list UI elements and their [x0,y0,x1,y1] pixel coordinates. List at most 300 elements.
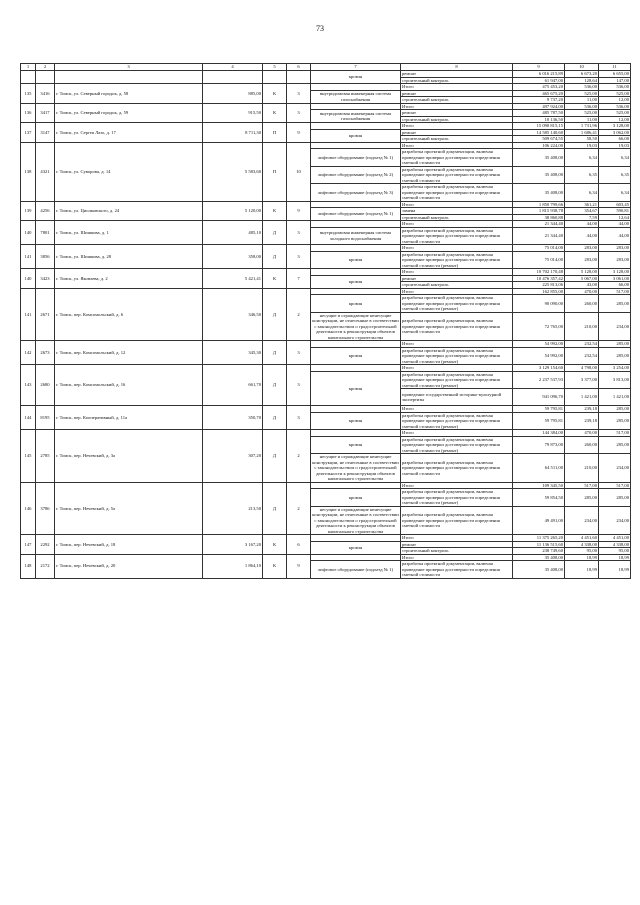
address-cell: г. Томск, пер. Нечевский, д. 3а [55,430,203,483]
unit-cost-cell: 210,00 [565,454,599,483]
work-kind-cell: ремонт [401,110,513,117]
area-cell: 213,50 [203,482,263,535]
unit-cost-cell: 18,99 [565,561,599,579]
limit-cost-cell: 6,34 [599,149,631,167]
limit-cost-cell: 12,00 [599,97,631,104]
area-cell: 346,50 [203,288,263,341]
limit-cost-cell: 536,00 [599,103,631,110]
cost-cell: 15 090 815,15 [513,123,565,130]
work-kind-cell: разработка проектной документации, включая проведение проверки достоверности определения сметной стоимости (ремонт) [401,251,513,269]
floors-cell [287,71,311,84]
unit-cost-cell: 525,00 [565,90,599,97]
limit-cost-cell: 3 813,00 [599,371,631,389]
house-id-cell: 3423 [36,269,55,289]
cost-cell: 162 855,00 [513,288,565,295]
cost-cell: 11 136 515,60 [513,541,565,548]
unit-cost-cell: 232,54 [565,341,599,348]
limit-cost-cell: 4 451,00 [599,535,631,542]
limit-cost-cell: 517,00 [599,430,631,437]
work-type-cell: кровля [311,541,401,554]
unit-cost-cell: 58,50 [565,136,599,143]
house-id-cell: 3416 [36,84,55,104]
unit-cost-cell: 4 338,00 [565,541,599,548]
work-kind-cell: Итого [401,269,513,276]
cost-cell: 90 090,00 [513,295,565,313]
house-id-cell: 8195 [36,406,55,430]
limit-cost-cell: 66,00 [599,136,631,143]
house-id-cell: 3856 [36,245,55,269]
work-kind-cell: строительный контроль [401,214,513,221]
work-type-cell: внутридомовая инженерная система газоснабжения [311,90,401,103]
unit-cost-cell: 470,00 [565,288,599,295]
row-number-cell: 136 [21,103,36,123]
floors-cell: 3 [287,221,311,245]
unit-cost-cell: 517,00 [565,482,599,489]
row-number-cell: 141 [21,288,36,341]
area-cell: 485,10 [203,221,263,245]
type-cell: К [263,201,287,221]
unit-cost-cell: 6,35 [565,166,599,184]
area-cell: 885,00 [203,84,263,104]
cost-cell: 72 765,00 [513,312,565,341]
floors-cell: 2 [287,430,311,483]
work-kind-cell: Итого [401,365,513,372]
house-id-cell: 2673 [36,341,55,365]
work-type-cell: лифтовое оборудование (подъезд № 2) [311,166,401,184]
floors-cell: 3 [287,365,311,406]
limit-cost-cell: 95,00 [599,548,631,555]
limit-cost-cell: 285,00 [599,406,631,413]
unit-cost-cell: 18,99 [565,554,599,561]
limit-cost-cell: 283,00 [599,251,631,269]
work-type-cell: кровля [311,295,401,313]
column-number: 9 [513,64,565,71]
cost-cell: 106 224,00 [513,142,565,149]
limit-cost-cell: 6,34 [599,184,631,202]
limit-cost-cell: 3 254,00 [599,365,631,372]
floors-cell: 9 [287,554,311,578]
work-kind-cell: Итого [401,103,513,110]
work-kind-cell: Итого [401,288,513,295]
row-number-cell: 148 [21,554,36,578]
floors-cell: 3 [287,406,311,430]
area-cell: 5 120,00 [203,201,263,221]
row-number-cell: 139 [21,201,36,221]
cost-cell: 75 014,00 [513,251,565,269]
floors-cell: 7 [287,269,311,289]
limit-cost-cell: 3 128,00 [599,269,631,276]
floors-cell: 6 [287,535,311,555]
cost-cell: 1 815 938,78 [513,208,565,215]
unit-cost-cell: 354,67 [565,208,599,215]
work-kind-cell: Итого [401,84,513,91]
address-cell [55,71,203,84]
cost-cell: 49 491,00 [513,506,565,535]
address-cell: г. Томск, ул. Сергея Лазо, д. 17 [55,123,203,143]
cost-cell: 485 787,50 [513,110,565,117]
work-type-cell: кровля [311,251,401,269]
house-id-cell: 4256 [36,201,55,221]
unit-cost-cell: 525,00 [565,110,599,117]
unit-cost-cell: 232,54 [565,347,599,365]
limit-cost-cell: 285,00 [599,489,631,507]
address-cell: г. Томск, пер. Комсомольский, д. 12 [55,341,203,365]
floors-cell: 3 [287,103,311,123]
limit-cost-cell: 3 061,00 [599,275,631,282]
area-cell: 345,30 [203,341,263,365]
type-cell: Д [263,430,287,483]
work-kind-cell: Итого [401,245,513,252]
area-cell: 5 583,60 [203,142,263,201]
work-type-cell: внутридомовая инженерная система холодного водоснабжения [311,227,401,245]
work-kind-cell: Итого [401,535,513,542]
work-kind-cell: строительный контроль [401,97,513,104]
limit-cost-cell: 6,35 [599,166,631,184]
unit-cost-cell: 44,00 [565,221,599,228]
cost-cell: 109 345,50 [513,482,565,489]
address-cell: г. Томск, пер. Нечевский, д. 20 [55,554,203,578]
limit-cost-cell: 66,00 [599,282,631,289]
unit-cost-cell: 5 128,00 [565,269,599,276]
house-id-cell: 3147 [36,123,55,143]
cost-cell: 475 453,20 [513,84,565,91]
work-kind-cell: Итого [401,430,513,437]
type-cell: Д [263,365,287,406]
work-kind-cell: Итого [401,142,513,149]
unit-cost-cell: 19,03 [565,142,599,149]
column-number: 1 [21,64,36,71]
cost-cell: 75 014,00 [513,245,565,252]
unit-cost-cell: 260,00 [565,436,599,454]
column-number: 5 [263,64,287,71]
work-kind-cell: строительный контроль [401,116,513,123]
area-cell [203,71,263,84]
type-cell: П [263,123,287,143]
limit-cost-cell: 3 062,00 [599,129,631,136]
type-cell: Д [263,288,287,341]
unit-cost-cell: 6,34 [565,184,599,202]
area-cell: 5 421,41 [203,269,263,289]
type-cell: К [263,84,287,104]
cost-cell: 465 675,20 [513,90,565,97]
row-number-cell [21,71,36,84]
cost-cell: 59 795,81 [513,412,565,430]
floors-cell: 3 [287,245,311,269]
column-number: 6 [287,64,311,71]
work-kind-cell: ремонт [401,71,513,78]
unit-cost-cell: 43,00 [565,282,599,289]
column-number: 10 [565,64,599,71]
type-cell: К [263,103,287,123]
cost-cell: 79 873,00 [513,436,565,454]
work-kind-cell: ремонт [401,90,513,97]
unit-cost-cell: 239,18 [565,412,599,430]
cost-cell: 509 674,55 [513,136,565,143]
work-kind-cell: Итого [401,201,513,208]
cost-cell: 144 384,00 [513,430,565,437]
unit-cost-cell: 536,00 [565,84,599,91]
row-number-cell: 144 [21,406,36,430]
unit-cost-cell: 470,00 [565,430,599,437]
limit-cost-cell: 536,00 [599,84,631,91]
cost-cell: 21 344,40 [513,227,565,245]
limit-cost-cell: 285,00 [599,341,631,348]
address-cell: г. Томск, ул. Суворова, д. 14 [55,142,203,201]
type-cell: Д [263,406,287,430]
house-id-cell: 3786 [36,482,55,535]
page-number: 73 [316,24,324,33]
cost-cell: 59 795,81 [513,406,565,413]
limit-cost-cell: 12,00 [599,116,631,123]
work-kind-cell: ремонт [401,541,513,548]
cost-cell: 59 854,50 [513,489,565,507]
cost-cell: 64 511,00 [513,454,565,483]
unit-cost-cell: 1 421,00 [565,389,599,406]
unit-cost-cell: 11,00 [565,116,599,123]
work-kind-cell: Итого [401,482,513,489]
work-kind-cell: Итого [401,406,513,413]
work-kind-cell: разработка проектной документации, включая проведение проверки достоверности определения сметной стоимости [401,506,513,535]
cost-cell: 10 136,50 [513,116,565,123]
area-cell: 915,50 [203,103,263,123]
column-number: 4 [203,64,263,71]
work-kind-cell: разработка проектной документации, включая проведение проверки достоверности определения сметной стоимости (ремонт) [401,295,513,313]
cost-cell: 54 992,00 [513,341,565,348]
cost-cell: 9 737,20 [513,97,565,104]
unit-cost-cell: 6,34 [565,149,599,167]
floors-cell: 9 [287,201,311,221]
limit-cost-cell: 147,00 [599,77,631,84]
limit-cost-cell: 44,00 [599,227,631,245]
cost-cell: 54 992,00 [513,347,565,365]
limit-cost-cell: 285,00 [599,347,631,365]
floors-cell: 9 [287,123,311,143]
header-row [21,64,631,71]
work-kind-cell: строительный контроль [401,77,513,84]
row-number-cell: 140 [21,269,36,289]
floors-cell: 2 [287,288,311,341]
type-cell: К [263,269,287,289]
cost-cell: 225 813,06 [513,282,565,289]
limit-cost-cell: 234,00 [599,506,631,535]
row-number-cell: 138 [21,142,36,201]
work-type-cell: кровля [311,371,401,406]
address-cell: г. Томск, пер. Комсомольский, д. 16 [55,365,203,406]
unit-cost-cell: 5 067,00 [565,275,599,282]
address-cell: г. Томск, пер. Нечевский, д. 5а [55,482,203,535]
limit-cost-cell: 4 338,00 [599,541,631,548]
area-cell: 307,20 [203,430,263,483]
unit-cost-cell: 210,00 [565,312,599,341]
limit-cost-cell: 517,00 [599,288,631,295]
house-id-cell: 2671 [36,288,55,341]
work-kind-cell: разработка проектной документации, включая проведение проверки достоверности определения сметной стоимости [401,561,513,579]
floors-cell: 3 [287,84,311,104]
cost-cell: 6 016 215,89 [513,71,565,78]
column-number: 8 [401,64,513,71]
work-kind-cell: разработка проектной документации, включая проведение проверки достоверности определения сметной стоимости (ремонт) [401,436,513,454]
row-number-cell: 147 [21,535,36,555]
unit-cost-cell: 361,21 [565,201,599,208]
cost-cell: 21 344,40 [513,221,565,228]
limit-cost-cell: 283,00 [599,245,631,252]
work-kind-cell: Итого [401,341,513,348]
limit-cost-cell: 590,81 [599,208,631,215]
type-cell: К [263,535,287,555]
limit-cost-cell: 285,00 [599,412,631,430]
cost-cell: 35 408,00 [513,149,565,167]
limit-cost-cell: 234,00 [599,312,631,341]
limit-cost-cell: 517,00 [599,482,631,489]
area-cell: 350,70 [203,406,263,430]
column-number: 3 [55,64,203,71]
house-id-cell: 4321 [36,142,55,201]
unit-cost-cell: 283,00 [565,245,599,252]
limit-cost-cell: 525,00 [599,90,631,97]
address-cell: г. Томск, пер. Нечевский, д. 18 [55,535,203,555]
house-id-cell [36,71,55,84]
unit-cost-cell: 4 798,00 [565,365,599,372]
work-type-cell: несущие и ограждающие ненесущие конструкции, не отнесенные в соответствии с законодательством о градостроительной деятельности к реконструкции объектов капитального строительства [312,454,399,481]
capital-repair-table [20,63,631,579]
unit-cost-cell: 95,00 [565,548,599,555]
work-kind-cell: разработка проектной документации, включая проведение проверки достоверности определения сметной стоимости (ремонт) [401,347,513,365]
area-cell: 8 711,30 [203,123,263,143]
limit-cost-cell: 285,00 [599,436,631,454]
cost-cell: 2 237 537,93 [513,371,565,389]
house-id-cell: 2680 [36,365,55,406]
limit-cost-cell: 1 421,00 [599,389,631,406]
work-kind-cell: строительный контроль [401,548,513,555]
work-kind-cell: разработка проектной документации, включая проведение проверки достоверности определения сметной стоимости (ремонт) [401,371,513,389]
limit-cost-cell: 18,99 [599,554,631,561]
limit-cost-cell: 234,00 [599,454,631,483]
house-id-cell: 3417 [36,103,55,123]
work-kind-cell: ремонт [401,129,513,136]
work-kind-cell: разработка проектной документации, включая проведение проверки достоверности определения сметной стоимости (ремонт) [401,412,513,430]
work-kind-cell: разработка проектной документации, включая проведение проверки достоверности определения сметной стоимости [401,166,513,184]
unit-cost-cell: 3 377,00 [565,371,599,389]
address-cell: г. Томск, ул. Северный городок, д. 59 [55,103,203,123]
work-kind-cell: разработка проектной документации, включая проведение проверки достоверности определения сметной стоимости [401,227,513,245]
table-row [21,71,631,78]
unit-cost-cell: 234,00 [565,506,599,535]
floors-cell: 3 [287,341,311,365]
work-type-cell: кровля [311,412,401,430]
address-cell: г. Томск, ул. Яковлева, д. 2 [55,269,203,289]
cost-cell: 3 129 154,60 [513,365,565,372]
work-kind-cell: замена [401,208,513,215]
work-kind-cell: Итого [401,554,513,561]
work-kind-cell: Итого [401,123,513,130]
work-kind-cell: проведение государственной историко-культурной экспертизы [401,389,513,406]
unit-cost-cell: 128,64 [565,77,599,84]
limit-cost-cell: 44,00 [599,221,631,228]
unit-cost-cell: 4 451,60 [565,535,599,542]
work-type-cell: лифтовое оборудование (подъезд № 1) [311,208,401,221]
address-cell: г. Томск, ул. Циолковского, д. 24 [55,201,203,221]
limit-cost-cell: 3 128,00 [599,123,631,130]
work-type-cell: кровля [311,71,401,84]
limit-cost-cell: 285,00 [599,295,631,313]
cost-cell: 497 924,00 [513,103,565,110]
work-kind-cell: строительный контроль [401,136,513,143]
row-number-cell: 145 [21,430,36,483]
address-cell: г. Томск, пер. Комсомольский, д. 6 [55,288,203,341]
unit-cost-cell: 285,00 [565,489,599,507]
column-number: 2 [36,64,55,71]
work-type-cell: лифтовое оборудование (подъезд № 1) [311,149,401,167]
cost-cell: 35 408,00 [513,184,565,202]
unit-cost-cell: 1 731,96 [565,123,599,130]
cost-cell: 10 702 170,48 [513,269,565,276]
unit-cost-cell: 44,00 [565,227,599,245]
row-number-cell: 146 [21,482,36,535]
work-kind-cell: разработка проектной документации, включая проведение проверки достоверности определения сметной стоимости [401,312,513,341]
row-number-cell: 142 [21,341,36,365]
floors-cell: 10 [287,142,311,201]
work-type-cell: кровля [311,347,401,365]
limit-cost-cell: 6 655,00 [599,71,631,78]
cost-cell: 35 408,00 [513,554,565,561]
cost-cell: 38 860,88 [513,214,565,221]
type-cell: Д [263,341,287,365]
unit-cost-cell: 11,00 [565,97,599,104]
row-number-cell: 140 [21,221,36,245]
work-type-cell: кровля [311,129,401,142]
work-kind-cell: Итого [401,221,513,228]
type-cell: Д [263,245,287,269]
work-kind-cell: разработка проектной документации, включая проведение проверки достоверности определения сметной стоимости [401,149,513,167]
cost-cell: 11 375 265,20 [513,535,565,542]
unit-cost-cell: 1 686,41 [565,129,599,136]
row-number-cell: 141 [21,245,36,269]
unit-cost-cell: 7,59 [565,214,599,221]
cost-cell: 35 408,00 [513,561,565,579]
type-cell: П [263,142,287,201]
address-cell: г. Томск, ул. Шишкова, д. 28 [55,245,203,269]
row-number-cell: 137 [21,123,36,143]
unit-cost-cell: 6 673,20 [565,71,599,78]
work-type-cell: лифтовое оборудование (подъезд № 1) [311,561,401,579]
cost-cell: 35 408,00 [513,166,565,184]
type-cell [263,71,287,84]
house-id-cell: 2785 [36,430,55,483]
unit-cost-cell: 239,18 [565,406,599,413]
unit-cost-cell: 260,00 [565,295,599,313]
work-type-cell: лифтовое оборудование (подъезд № 3) [311,184,401,202]
cost-cell: 1 850 799,66 [513,201,565,208]
work-type-cell: несущие и ограждающие ненесущие конструкции, не отнесенные в соответствии с законодательством о градостроительной деятельности к реконструкции объектов капитального строительства [312,312,399,340]
address-cell: г. Томск, ул. Северный городок, д. 58 [55,84,203,104]
limit-cost-cell: 603,45 [599,201,631,208]
work-type-cell: кровля [311,489,401,507]
work-kind-cell: разработка проектной документации, включая проведение проверки достоверности определения сметной стоимости [401,454,513,483]
area-cell: 661,70 [203,365,263,406]
column-number: 7 [311,64,401,71]
cost-cell: 10 476 357,42 [513,275,565,282]
type-cell: Д [263,482,287,535]
unit-cost-cell: 536,00 [565,103,599,110]
address-cell: г. Томск, ул. Шишкова, д. 1 [55,221,203,245]
work-type-cell: внутридомовая инженерная система газоснабжения [311,110,401,123]
house-id-cell: 7801 [36,221,55,245]
cost-cell: 61 947,00 [513,77,565,84]
work-kind-cell: разработка проектной документации, включая проведение проверки достоверности определения сметной стоимости (ремонт) [401,489,513,507]
house-id-cell: 2172 [36,554,55,578]
house-id-cell: 2292 [36,535,55,555]
row-number-cell: 135 [21,84,36,104]
